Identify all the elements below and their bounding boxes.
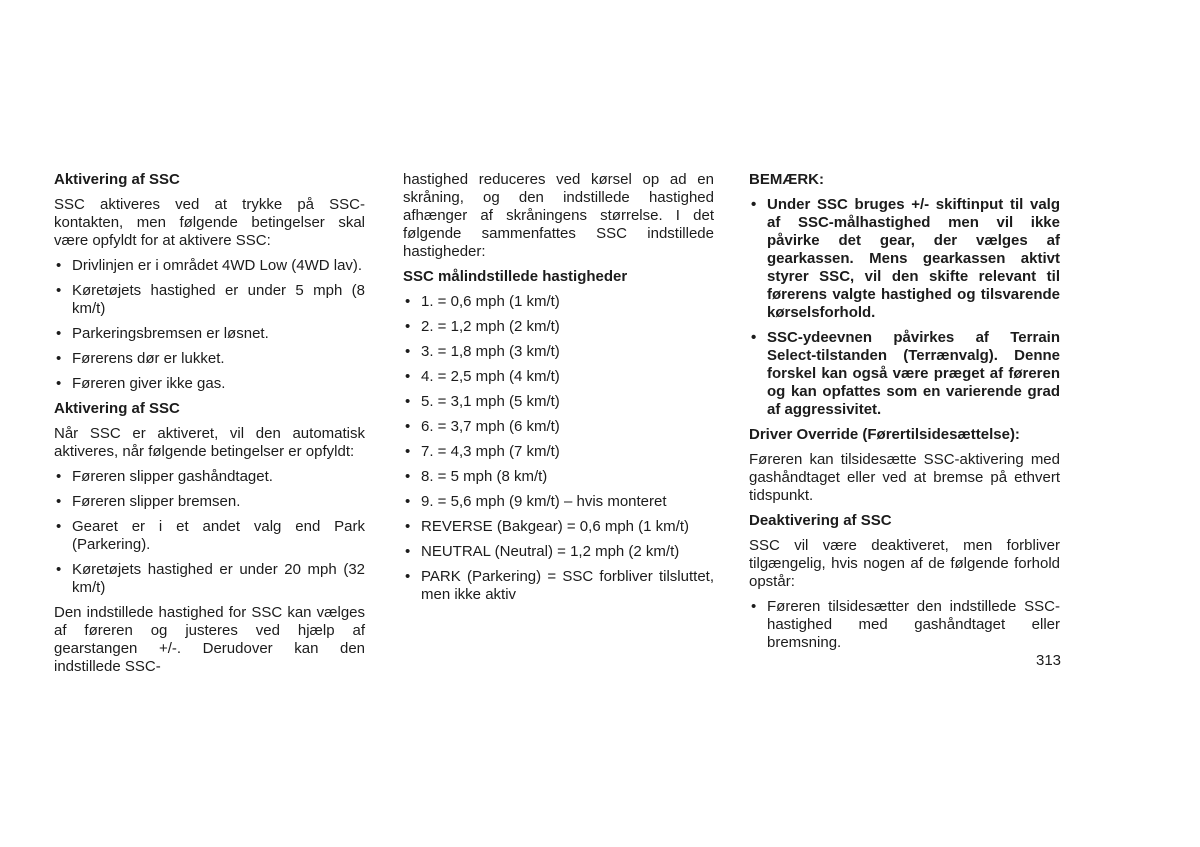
note-heading: BEMÆRK:	[749, 171, 824, 188]
bullet-icon: •	[751, 598, 757, 615]
list-item: • 7. = 4,3 mph (7 km/t)	[405, 443, 560, 460]
list-item: • Drivlinjen er i området 4WD Low (4WD lav).	[56, 257, 363, 274]
list-item: • 9. = 5,6 mph (9 km/t) – hvis monteret	[405, 493, 667, 510]
bullet-icon: •	[405, 418, 411, 435]
bullet-icon: •	[405, 318, 411, 335]
bullet-icon: •	[405, 543, 411, 560]
section-heading-driver-override: Driver Override (Førertilsidesættelse):	[749, 426, 1020, 443]
list-item: • Føreren slipper bremsen.	[56, 493, 241, 510]
list-item: • Førerens dør er lukket.	[56, 350, 225, 367]
paragraph-deactivation: SSC vil være deaktiveret, men forbliver tilgængelig, hvis nogen af de følgende forhold opstår:	[749, 537, 1060, 590]
bullet-icon: •	[56, 325, 62, 342]
list-item: • NEUTRAL (Neutral) = 1,2 mph (2 km/t)	[405, 543, 680, 560]
bullet-icon: •	[56, 282, 62, 299]
paragraph-driver-override: Føreren kan tilsidesætte SSC-aktivering med gashåndtaget eller ved at bremse på ethvert tidspunkt.	[749, 451, 1060, 504]
column-right	[749, 171, 1060, 659]
bullet-icon: •	[405, 493, 411, 510]
column-middle	[403, 171, 714, 611]
column-left	[54, 171, 365, 676]
bullet-icon: •	[405, 293, 411, 310]
list-item: • REVERSE (Bakgear) = 0,6 mph (1 km/t)	[405, 518, 690, 535]
list-item: • 3. = 1,8 mph (3 km/t)	[405, 343, 560, 360]
section-heading-activation-2: Aktivering af SSC	[54, 400, 180, 417]
list-item: • Føreren giver ikke gas.	[56, 375, 226, 392]
list-item: • PARK (Parkering) = SSC forbliver tilsluttet, men ikke aktiv	[405, 568, 714, 603]
bullet-icon: •	[405, 343, 411, 360]
bullet-icon: •	[56, 375, 62, 392]
list-item: • Føreren tilsidesætter den indstillede SSC-hastighed med gashåndtaget eller bremsning.	[751, 598, 1060, 651]
bullet-icon: •	[56, 561, 62, 578]
paragraph-auto-activation: Når SSC er aktiveret, vil den automatisk aktiveres, når følgende betingelser er opfyldt:	[54, 425, 365, 460]
section-heading-target-speeds: SSC målindstillede hastigheder	[403, 268, 628, 285]
paragraph-activation-intro: SSC aktiveres ved at trykke på SSC-kontakten, men følgende betingelser skal være opfyldt for at aktivere SSC:	[54, 196, 365, 249]
list-target-speeds	[403, 293, 714, 604]
section-heading-activation: Aktivering af SSC	[54, 171, 180, 188]
section-heading-deactivation: Deaktivering af SSC	[749, 512, 892, 529]
list-item: • SSC-ydeevnen påvirkes af Terrain Select-tilstanden (Terrænvalg). Denne forskel kan også være præget af føreren og kan opfattes som en varierende grad af aggressivitet.	[751, 329, 1060, 418]
list-item: • 6. = 3,7 mph (6 km/t)	[405, 418, 560, 435]
bullet-icon: •	[405, 393, 411, 410]
list-auto-activation-conditions	[54, 468, 365, 597]
list-deactivation-conditions	[749, 598, 1060, 652]
list-item: • 5. = 3,1 mph (5 km/t)	[405, 393, 560, 410]
list-item: • 1. = 0,6 mph (1 km/t)	[405, 293, 560, 310]
list-item: • 4. = 2,5 mph (4 km/t)	[405, 368, 560, 385]
page-number: 313	[1036, 652, 1062, 669]
list-item: • Parkeringsbremsen er løsnet.	[56, 325, 269, 342]
list-item: • Gearet er i et andet valg end Park (Parkering).	[56, 518, 365, 553]
bullet-icon: •	[405, 518, 411, 535]
list-item: • Køretøjets hastighed er under 20 mph (32 km/t)	[56, 561, 365, 596]
bullet-icon: •	[405, 568, 411, 585]
bullet-icon: •	[56, 493, 62, 510]
bullet-icon: •	[56, 350, 62, 367]
list-item: • 2. = 1,2 mph (2 km/t)	[405, 318, 560, 335]
list-activation-conditions	[54, 257, 365, 393]
list-item: • Køretøjets hastighed er under 5 mph (8 km/t)	[56, 282, 365, 317]
list-item: • Føreren slipper gashåndtaget.	[56, 468, 273, 485]
bullet-icon: •	[56, 518, 62, 535]
bullet-icon: •	[405, 443, 411, 460]
list-item: • Under SSC bruges +/- skiftinput til valg af SSC-målhastighed men vil ikke påvirke det gear, der vælges af gearkassen. Mens gearkassen aktivt styrer SSC, vil den skifte relevant til førerens valgte hastighed og tilsvarende kørselsforhold.	[751, 196, 1060, 321]
bullet-icon: •	[56, 468, 62, 485]
paragraph-speed-continued: hastighed reduceres ved kørsel op ad en skråning, og den indstillede hastighed afhænger af skråningens størrelse. I det følgende sammenfattes SSC indstillede hastigheder:	[403, 171, 714, 260]
bullet-icon: •	[56, 257, 62, 274]
bullet-icon: •	[405, 468, 411, 485]
bullet-icon: •	[751, 329, 757, 346]
bullet-icon: •	[405, 368, 411, 385]
list-note	[749, 196, 1060, 419]
paragraph-set-speed: Den indstillede hastighed for SSC kan vælges af føreren og justeres ved hjælp af gearstangen +/-. Derudover kan den indstillede SSC-	[54, 604, 365, 675]
bullet-icon: •	[751, 196, 757, 213]
list-item: • 8. = 5 mph (8 km/t)	[405, 468, 548, 485]
